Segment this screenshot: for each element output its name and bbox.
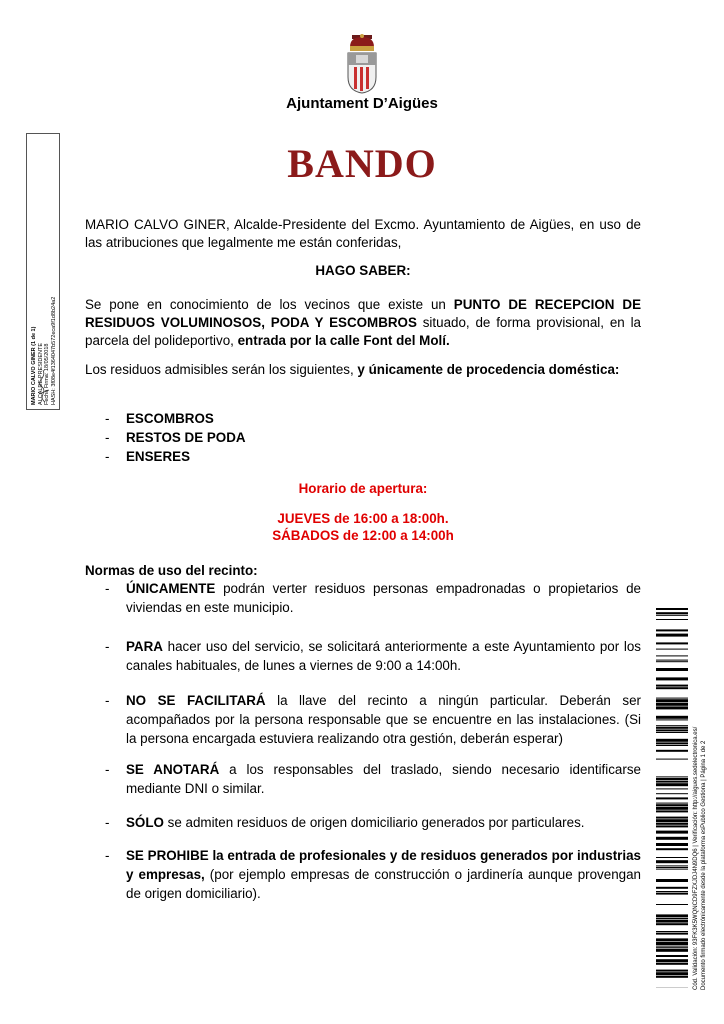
list-item: - ENSERES <box>85 447 641 466</box>
handwritten-signature-icon <box>33 366 53 404</box>
admissible-paragraph <box>85 361 641 379</box>
intro-paragraph: MARIO CALVO GINER, Alcalde-Presidente del Excmo. Ayuntamiento de Aigües, en uso de las atribuciones que legalmente me están conferidas, <box>85 217 641 250</box>
verification-line-2: Documento firmado electrónicamente desde la plataforma esPublico Gestiona | Página 1 de 2 <box>700 740 707 990</box>
schedule-heading: Horario de apertura: <box>298 481 428 496</box>
signer-role: ALCALDE-PRESIDENTE <box>37 342 44 405</box>
schedule-line-1: JUEVES de 16:00 a 18:00h. <box>277 511 449 526</box>
organization-name: Ajuntament D’Aigües <box>286 95 438 112</box>
rule-text: hacer uso del servicio, se solicitará anteriormente a este Ayuntamiento por los canales habituales, de lunes a viernes de 9:00 a 14:00h. <box>126 639 641 673</box>
admissible-bold: y únicamente de procedencia doméstica: <box>357 362 620 377</box>
announcement-bold-2: entrada por la calle Font del Molí. <box>237 333 450 348</box>
rule-bold: ÚNICAMENTE <box>126 581 216 596</box>
signature-box <box>26 133 60 410</box>
document-title: BANDO <box>287 141 437 186</box>
rule-item <box>85 846 641 903</box>
announcement-text-2: situado, de forma provisional, en la parcela del polideportivo, <box>85 315 641 348</box>
verification-line-1: Cód. Validación: 93FK3K5WQNCD9FZXJDJ4N9DQ6 | Verificación: http://aigues.sedelectronica.es/ <box>693 726 699 990</box>
verification-text <box>693 610 708 990</box>
rule-item <box>85 579 641 617</box>
rule-text: podrán verter residuos personas empadronadas o propietarios de viviendas en este municipio. <box>126 581 641 615</box>
barcode-icon <box>656 608 688 988</box>
rule-item <box>85 637 641 675</box>
rule-text: (por ejemplo empresas de construcción o jardinería aunque provengan de origen domiciliario). <box>126 867 641 901</box>
waste-list <box>85 409 641 466</box>
rule-bold: SÓLO <box>126 815 164 830</box>
rule-item <box>85 813 641 832</box>
rule-bold: PARA <box>126 639 163 654</box>
rule-item <box>85 691 641 748</box>
schedule-line-2: SÁBADOS de 12:00 a 14:00h <box>272 528 454 543</box>
rules-heading: Normas de uso del recinto: <box>85 563 258 578</box>
signature-hash: HASH: 3f08e4f1364047b572eca9f1d8b24a2 <box>50 296 57 405</box>
signer-name: MARIO CALVO GINER (1 de 1) <box>31 326 37 405</box>
list-item: - ESCOMBROS <box>85 409 641 428</box>
hago-saber-heading: HAGO SABER: <box>315 263 411 278</box>
list-item: - RESTOS DE PODA <box>85 428 641 447</box>
rule-text: se admiten residuos de origen domiciliario generados por particulares. <box>163 815 585 830</box>
rule-text: a los responsables del traslado, siendo necesario identificarse mediante DNI o similar. <box>126 762 641 796</box>
rule-bold: SE ANOTARÁ <box>126 762 220 777</box>
announcement-paragraph <box>85 296 641 350</box>
signature-text <box>31 135 57 405</box>
announcement-bold-1: PUNTO DE RECEPCION DE RESIDUOS VOLUMINOSOS, PODA Y ESCOMBROS <box>85 297 641 330</box>
rule-text: la llave del recinto a ningún particular. Deberán ser acompañados por la persona responsable que se encuentre en las instalaciones. (Si la persona encargada estuviera realizando otra gestión, deberán esperar) <box>126 693 641 746</box>
admissible-text: Los residuos admisibles serán los siguientes, <box>85 362 358 377</box>
announcement-text-1: Se pone en conocimiento de los vecinos que existe un <box>85 297 454 312</box>
rule-bold: NO SE FACILITARÁ <box>126 693 266 708</box>
rule-item <box>85 760 641 798</box>
rule-bold: SE PROHIBE la entrada de profesionales y de residuos generados por industrias y empresas, <box>126 848 641 882</box>
coat-of-arms-icon <box>342 33 382 95</box>
signature-date: Fecha Firma: 18/05/2018 <box>44 343 50 405</box>
